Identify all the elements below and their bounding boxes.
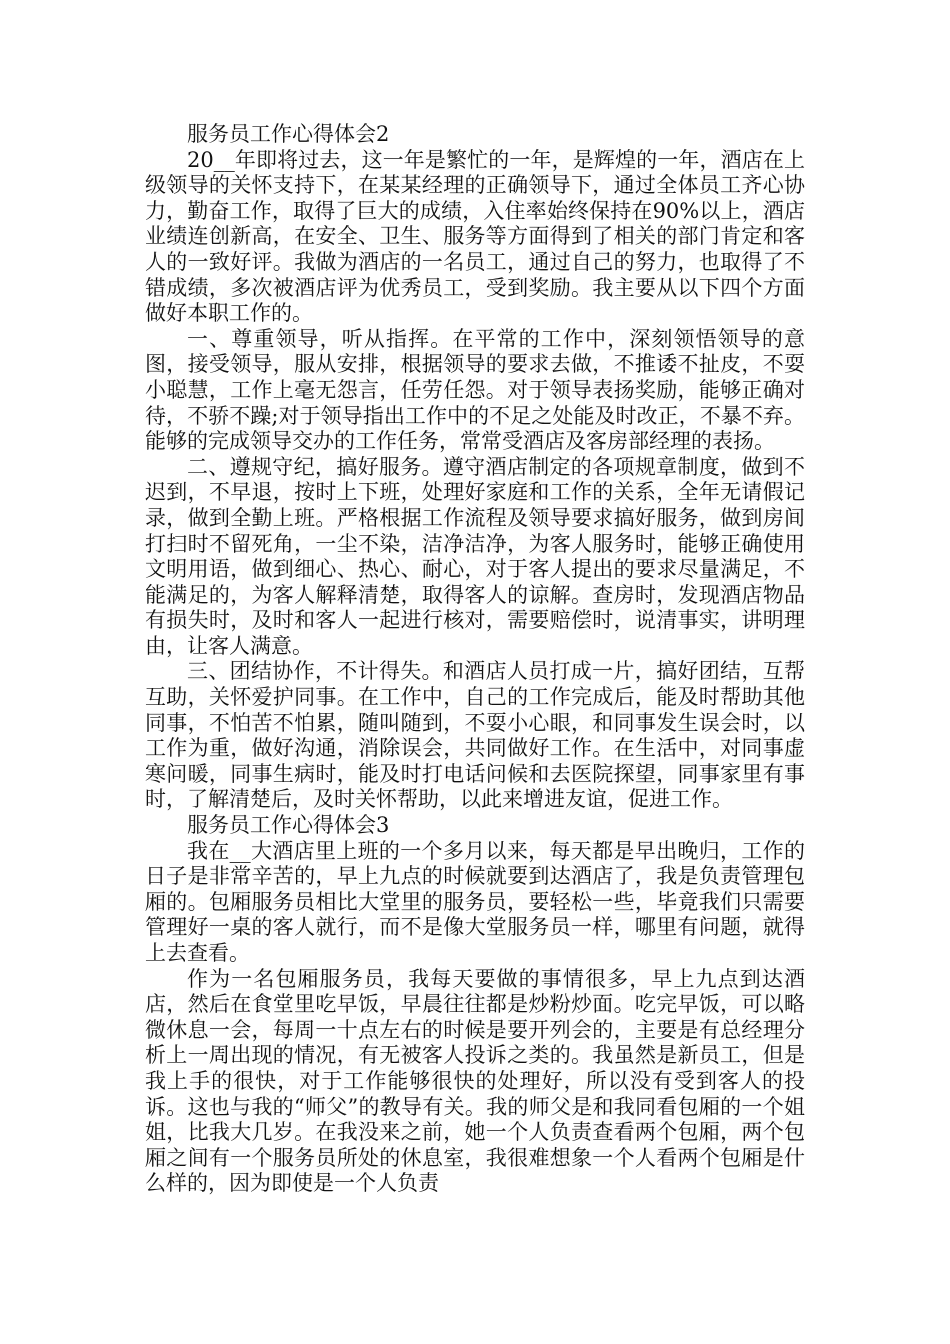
section-heading-2: 服务员工作心得体会2 (187, 122, 390, 146)
document-body (145, 122, 805, 1197)
section-heading-3: 服务员工作心得体会3 (187, 813, 390, 838)
paragraph-section3-1: 我在__大酒店里上班的一个多月以来，每天都是早出晚归，工作的日子是非常辛苦的，早上九点的时候就要到达酒店了，我是负责管理包厢的。包厢服务员相比大堂里的服务员，要轻松一些，毕竟我们只需要管理好一桌的客人就行，而不是像大堂服务员一样，哪里有问题，就得上去查看。 (145, 838, 805, 965)
paragraph-section3-2: 作为一名包厢服务员，我每天要做的事情很多，早上九点到达酒店，然后在食堂里吃早饭，早晨往往都是炒粉炒面。吃完早饭，可以略微休息一会，每周一十点左右的时候是要开列会的，主要是有总经理分析上一周出现的情况，有无被客人投诉之类的。我虽然是新员工，但是我上手的很快，对于工作能够很快的处理好，所以没有受到客人的投诉。这也与我的“师父”的教导有关。我的师父是和我同看包厢的一个姐姐，比我大几岁。在我没来之前，她一个人负责查看两个包厢，两个包厢之间有一个服务员所处的休息室，我很难想象一个人看两个包厢是什么样的，因为即使是一个人负责 (145, 966, 805, 1196)
paragraph-point-2: 二、遵规守纪，搞好服务。遵守酒店制定的各项规章制度，做到不迟到，不早退，按时上下班，处理好家庭和工作的关系，全年无请假记录，做到全勤上班。严格根据工作流程及领导要求搞好服务，做到房间打扫时不留死角，一尘不染，洁净洁净，为客人服务时，能够正确使用文明用语，做到细心、热心、耐心，对于客人提出的要求尽量满足，不能满足的，为客人解释清楚，取得客人的谅解。查房时，发现酒店物品有损失时，及时和客人一起进行核对，需要赔偿时，说清事实，讲明理由，让客人满意。 (145, 454, 805, 658)
paragraph-point-3: 三、团结协作，不计得失。和酒店人员打成一片，搞好团结，互帮互助，关怀爱护同事。在工作中，自己的工作完成后，能及时帮助其他同事，不怕苦不怕累，随叫随到，不耍小心眼，和同事发生误会时，以工作为重，做好沟通，消除误会，共同做好工作。在生活中，对同事虚寒问暖，同事生病时，能及时打电话问候和去医院探望，同事家里有事时，了解清楚后，及时关怀帮助，以此来增进友谊，促进工作。 (145, 659, 805, 812)
paragraph-point-1: 一、尊重领导，听从指挥。在平常的工作中，深刻领悟领导的意图，接受领导，服从安排，根据领导的要求去做，不推诿不扯皮，不耍小聪慧，工作上毫无怨言，任劳任怨。对于领导表扬奖励，能够正确对待，不骄不躁;对于领导指出工作中的不足之处能及时改正，不暴不弃。能够的完成领导交办的工作任务，常常受酒店及客房部经理的表扬。 (145, 326, 805, 454)
paragraph-intro: 20__年即将过去，这一年是繁忙的一年，是辉煌的一年，酒店在上级领导的关怀支持下，在某某经理的正确领导下，通过全体员工齐心协力，勤奋工作，取得了巨大的成绩，入住率始终保持在90%以上，酒店业绩连创新高，在安全、卫生、服务等方面得到了相关的部门肯定和客人的一致好评。我做为酒店的一名员工，通过自己的努力，也取得了不错成绩，多次被酒店评为优秀员工，受到奖励。我主要从以下四个方面做好本职工作的。 (145, 147, 805, 326)
